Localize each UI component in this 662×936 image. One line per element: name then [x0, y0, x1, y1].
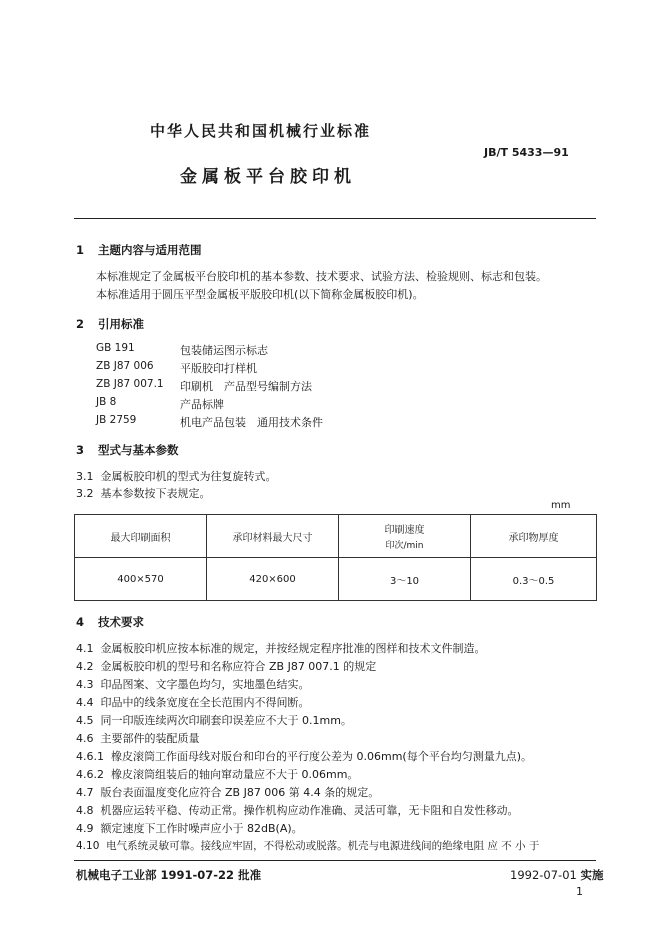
clause-item: [76, 766, 358, 782]
reference-name: 机电产品包装 通用技术条件: [180, 416, 323, 429]
clause-text: 机器应运转平稳、传动正常。操作机构应动作准确、灵活可靠，无卡阻和自发性移动。: [100, 804, 519, 817]
clause-text: 橡皮滚筒组装后的轴向窜动量应不大于 0.06mm。: [111, 768, 359, 781]
table-header-cell: 承印材料最大尺寸: [207, 515, 339, 558]
section-3-title: 型式与基本参数: [98, 443, 179, 457]
section-1-paragraph-2: 本标准适用于圆压平型金属板平版胶印机(以下简称金属板胶印机)。: [96, 288, 424, 301]
table-unit: mm: [551, 500, 571, 511]
clause-item: [76, 694, 310, 710]
clause-number: 4.10: [76, 840, 100, 852]
clause-number: 4.3: [76, 678, 94, 691]
clause-text: 同一印版连续两次印刷套印误差应不大于 0.1mm。: [100, 714, 352, 727]
clause-number: 4.4: [76, 696, 94, 709]
clause-number: 4.2: [76, 660, 94, 673]
reference-code: GB 191: [96, 342, 135, 354]
clause-text: 主要部件的装配质量: [100, 732, 200, 745]
document-title: 金属板平台胶印机: [180, 167, 356, 187]
reference-code: ZB J87 007.1: [96, 378, 164, 390]
clause-item: [76, 730, 200, 746]
table-row: [75, 558, 597, 601]
clause-number: 4.6: [76, 732, 94, 745]
clause-3-2: [76, 485, 211, 501]
clause-text: 印品中的线条宽度在全长范围内不得间断。: [100, 696, 310, 709]
clause-number: 4.7: [76, 786, 94, 799]
section-3-number: 3: [76, 443, 85, 457]
industry-standard-title: 中华人民共和国机械行业标准: [150, 122, 372, 140]
implementation-label: 实施: [580, 868, 604, 882]
clause-text: 版台表面温度变化应符合 ZB J87 006 第 4.4 条的规定。: [100, 786, 380, 799]
reference-code: ZB J87 006: [96, 360, 154, 372]
clause-item: [76, 802, 519, 818]
reference-name: 印刷机 产品型号编制方法: [180, 380, 312, 393]
table-header-unit: 印次/min: [385, 541, 424, 551]
clause-item: [76, 820, 303, 836]
table-cell: 420×600: [207, 558, 339, 601]
table-cell: 0.3～0.5: [471, 558, 597, 601]
table-header-cell: 承印物厚度: [471, 515, 597, 558]
table-cell: 3～10: [339, 558, 471, 601]
clause-number: 4.6.1: [76, 750, 104, 763]
basic-parameters-table: [74, 514, 597, 601]
implementation-date: 1992-07-01: [510, 868, 577, 882]
clause-text: 印品图案、文字墨色均匀，实地墨色结实。: [100, 678, 310, 691]
footer-divider: [74, 860, 596, 861]
clause-number: 4.5: [76, 714, 94, 727]
section-1-title: 主题内容与适用范围: [98, 243, 202, 257]
section-3-heading: [76, 442, 179, 458]
page-number: 1: [576, 885, 583, 898]
section-2-heading: [76, 316, 144, 332]
table-header-label: 印刷速度: [384, 525, 425, 536]
clause-text: 金属板胶印机的型号和名称应符合 ZB J87 007.1 的规定: [100, 660, 377, 673]
table-cell: 400×570: [75, 558, 207, 601]
section-4-heading: [76, 614, 144, 630]
section-1-heading: [76, 242, 202, 258]
section-4-title: 技术要求: [98, 615, 145, 629]
section-1-paragraph-1: 本标准规定了金属板平台胶印机的基本参数、技术要求、试验方法、检验规则、标志和包装。: [96, 270, 547, 283]
clause-item: [76, 838, 539, 853]
clause-3-1: [76, 468, 277, 484]
approval-line: 机械电子工业部 1991-07-22 批准: [76, 868, 262, 882]
clause-number: 4.1: [76, 642, 94, 655]
clause-item: [76, 676, 310, 692]
clause-item: [76, 784, 379, 800]
clause-text: 金属板胶印机应按本标准的规定，并按经规定程序批准的图样和技术文件制造。: [100, 642, 486, 655]
clause-number: 4.8: [76, 804, 94, 817]
standard-code: JB/T 5433—91: [484, 146, 569, 159]
reference-name: 产品标牌: [180, 398, 224, 411]
clause-item: [76, 658, 376, 674]
section-1-number: 1: [76, 243, 85, 257]
clause-number: 3.1: [76, 470, 94, 483]
clause-item: [76, 640, 486, 656]
section-2-number: 2: [76, 317, 85, 331]
table-header-cell: 最大印刷面积: [75, 515, 207, 558]
clause-text: 额定速度下工作时噪声应小于 82dB(A)。: [100, 822, 303, 835]
section-2-title: 引用标准: [98, 317, 145, 331]
clause-item: [76, 748, 532, 764]
clause-number: 4.9: [76, 822, 94, 835]
table-header-cell-speed: [339, 515, 471, 558]
section-4-number: 4: [76, 615, 85, 629]
clause-text: 金属板胶印机的型式为往复旋转式。: [100, 470, 277, 483]
reference-name: 平版胶印打样机: [180, 362, 257, 375]
reference-code: JB 8: [96, 396, 117, 408]
header-divider: [74, 218, 596, 219]
clause-text: 橡皮滚筒工作面母线对版台和印台的平行度公差为 0.06mm(每个平台均匀测量九点)。: [111, 750, 532, 763]
clause-item: [76, 712, 352, 728]
clause-number: 4.6.2: [76, 768, 104, 781]
implementation-line: [510, 867, 604, 883]
clause-number: 3.2: [76, 487, 94, 500]
clause-text: 电气系统灵敏可靠。接线应牢固，不得松动或脱落。机壳与电源进线间的绝缘电阻 应 不 小 于: [106, 840, 540, 852]
clause-text: 基本参数按下表规定。: [100, 487, 211, 500]
reference-code: JB 2759: [96, 414, 137, 426]
table-header-row: [75, 515, 597, 558]
reference-name: 包装储运图示标志: [180, 344, 268, 357]
